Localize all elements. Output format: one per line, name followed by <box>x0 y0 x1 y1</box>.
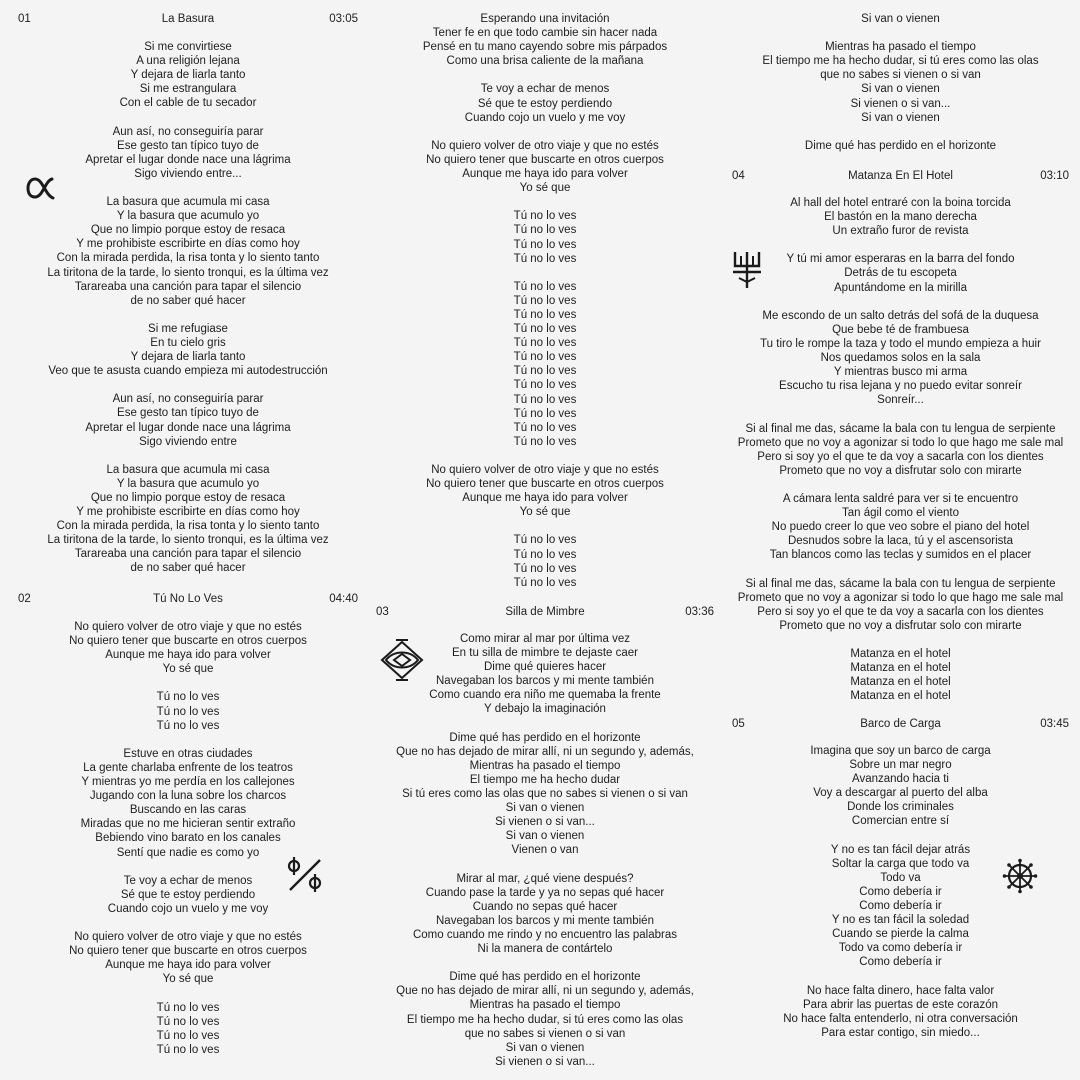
lyric-line: Tú no lo ves <box>156 719 220 732</box>
track-title: Tú No Lo Ves <box>153 593 223 605</box>
lyric-line: Tan blancos como las teclas y sumidos en el placer <box>769 549 1032 562</box>
track-number: 03 <box>376 606 389 618</box>
lyric-line: Si vienen o si van... <box>495 816 595 829</box>
lyric-line: Tú no lo ves <box>513 337 577 350</box>
stanza-gap <box>18 110 358 124</box>
lyric-line: Con la mirada perdida, la risa tonta y lo siento tanto <box>56 252 320 265</box>
lyric-line: Y me prohibiste escribirte en días como hoy <box>76 238 300 251</box>
lyric-line: Prometo que no voy a agonizar si todo lo que hago me sale mal <box>737 591 1064 604</box>
stanza-gap <box>18 986 358 1000</box>
lyric-line: Matanza en el hotel <box>850 690 951 703</box>
lyric-line: No quiero tener que buscarte en otros cuerpos <box>69 635 307 648</box>
lyric-line: Apretar el lugar donde nace una lágrima <box>85 421 291 434</box>
track-number: 05 <box>732 718 745 730</box>
lyrics-silla-de-mimbre-part1 <box>376 632 714 1069</box>
lyric-line: Matanza en el hotel <box>850 662 951 675</box>
lyric-line: Cuando cojo un vuelo y me voy <box>107 902 269 915</box>
lyric-line: La tiritona de la tarde, lo siento tronqui, es la última vez <box>47 534 329 547</box>
lyric-line: Nos quedamos solos en la sala <box>820 352 981 365</box>
lyric-line: Todo va como debería ir <box>838 942 963 955</box>
lyric-line: En tu silla de mimbre te dejaste caer <box>451 647 638 660</box>
lyric-line: Aunque me haya ido para volver <box>105 959 271 972</box>
lyric-line: Sonreír... <box>877 394 924 407</box>
lyric-line: Escucho tu risa lejana y no puedo evitar sonreír <box>779 380 1022 393</box>
stanza-gap <box>376 195 714 209</box>
song-header-02 <box>18 592 358 608</box>
lyric-line: Tu tiro le rompe la taza y todo el mundo empieza a huir <box>760 337 1041 350</box>
lyric-line: Estuve en otras ciudades <box>123 747 253 760</box>
lyric-line: Tener fe en que todo cambie sin hacer nada <box>432 27 658 40</box>
lyric-line: No puedo creer lo que veo sobre el piano del hotel <box>771 521 1030 534</box>
track-duration: 04:40 <box>329 593 358 605</box>
lyrics-matanza-en-el-hotel <box>732 196 1069 703</box>
lyric-line: que no sabes si vienen o si van <box>464 1027 626 1040</box>
lyric-line: Tú no lo ves <box>513 393 577 406</box>
lyric-line: Si van o vienen <box>505 1041 585 1054</box>
trident-rune-glyph-icon <box>729 250 765 290</box>
lyric-line: Ese gesto tan típico tuyo de <box>117 139 259 152</box>
lyric-line: Tú no lo ves <box>156 1001 220 1014</box>
lyric-line: Navegaban los barcos y mi mente también <box>436 675 654 688</box>
lyric-line: Apuntándome en la mirilla <box>834 281 967 294</box>
stanza-gap <box>376 68 714 82</box>
lyric-line: La tiritona de la tarde, lo siento tronqui, es la última vez <box>47 266 329 279</box>
song-header-05 <box>732 717 1069 733</box>
song-header-01 <box>18 12 358 28</box>
lyric-line: El bastón en la mano derecha <box>824 211 977 224</box>
lyric-line: Comercian entre sí <box>851 815 950 828</box>
lyric-line: Cuando cojo un vuelo y me voy <box>464 111 626 124</box>
lyric-line: Soltar la carga que todo va <box>831 857 970 870</box>
lyric-line: Y la basura que acumulo yo <box>116 477 260 490</box>
lyric-line: Tan ágil como el viento <box>842 507 959 520</box>
song-header-03 <box>376 605 714 621</box>
lyric-line: Mientras ha pasado el tiempo <box>469 999 621 1012</box>
lyric-line: Desnudos sobre la laca, tú y el ascensorista <box>787 535 1013 548</box>
lyric-line: No hace falta dinero, hace falta valor <box>806 984 995 997</box>
stanza-gap <box>732 970 1069 984</box>
lyric-line: Que no limpio porque estoy de resaca <box>90 224 286 237</box>
lyric-line: Me escondo de un salto detrás del sofá de la duquesa <box>762 309 1039 322</box>
lyric-line: Imagina que soy un barco de carga <box>810 745 991 757</box>
lyric-line: La basura que acumula mi casa <box>106 463 270 476</box>
lyric-line: Si van o vienen <box>861 111 940 124</box>
stanza-gap <box>18 308 358 322</box>
lyric-line: El tiempo me ha hecho dudar <box>469 773 621 786</box>
lyric-line: No quiero tener que buscarte en otros cuerpos <box>426 478 664 491</box>
lyric-line: Y debajo la imaginación <box>484 703 606 716</box>
lyric-line: Jugando con la luna sobre los charcos <box>89 790 287 803</box>
lyric-line: Que no has dejado de mirar allí, ni un segundo y, además, <box>396 985 694 998</box>
lyric-line: Matanza en el hotel <box>850 648 951 660</box>
alpha-glyph-icon <box>25 172 57 204</box>
lyric-line: Tú no lo ves <box>513 421 577 434</box>
lyric-line: Dime qué has perdido en el horizonte <box>449 731 641 744</box>
lyric-line: En tu cielo gris <box>150 336 226 349</box>
lyric-line: Si vienen o si van... <box>850 97 951 110</box>
lyric-line: Y me prohibiste escribirte en días como hoy <box>76 506 300 519</box>
stanza-gap <box>732 125 1069 139</box>
lyric-line: Avanzando hacia ti <box>852 773 949 786</box>
lyric-line: Prometo que no voy a agonizar si todo lo que hago me sale mal <box>737 436 1064 449</box>
lyric-line: Tú no lo ves <box>513 562 577 575</box>
lyric-line: La basura que acumula mi casa <box>106 196 270 209</box>
lyric-line: Sigo viviendo entre <box>139 435 237 448</box>
track-number: 02 <box>18 593 31 605</box>
lyric-line: Tú no lo ves <box>513 534 577 547</box>
lyric-line: Tú no lo ves <box>156 1043 220 1056</box>
lyric-line: Un extraño furor de revista <box>832 225 969 238</box>
lyric-line: Yo sé que <box>162 663 214 676</box>
lyric-line: Tú no lo ves <box>513 238 577 251</box>
lyric-line: Tú no lo ves <box>156 705 220 718</box>
lyric-line: Prometo que no voy a disfrutar solo con mirarte <box>779 464 1022 477</box>
lyric-line: Yo sé que <box>519 506 571 519</box>
stanza-gap <box>376 858 714 872</box>
lyric-line: Tú no lo ves <box>513 252 577 265</box>
lyric-line: Tú no lo ves <box>156 691 220 704</box>
lyric-line: Y tú mi amor esperaras en la barra del fondo <box>786 253 1015 266</box>
lyric-line: Sigo viviendo entre... <box>134 167 242 180</box>
lyric-line: No quiero tener que buscarte en otros cuerpos <box>426 153 664 166</box>
lyric-line: Y dejara de liarla tanto <box>130 69 246 82</box>
lyric-line: El tiempo me ha hecho dudar, si tú eres como las olas <box>762 55 1039 68</box>
lyric-line: Tú no lo ves <box>513 548 577 561</box>
lyric-line: Mientras ha pasado el tiempo <box>469 759 621 772</box>
lyric-line: Yo sé que <box>519 182 571 195</box>
lyric-line: Tarareaba una canción para tapar el silencio <box>74 548 302 561</box>
stanza-gap <box>18 378 358 392</box>
lyric-line: A una religión lejana <box>136 55 240 68</box>
stanza-gap <box>732 407 1069 421</box>
lyric-line: Ese gesto tan típico tuyo de <box>117 407 259 420</box>
lyric-line: Tú no lo ves <box>513 435 577 448</box>
lyric-line: La gente charlaba enfrente de los teatros <box>83 761 293 774</box>
lyric-line: No hace falta entenderlo, ni otra conversación <box>783 1012 1018 1025</box>
lyric-line: de no saber qué hacer <box>130 294 246 307</box>
lyric-line: Y mientras yo me perdía en los callejones <box>81 776 295 789</box>
stanza-gap <box>18 181 358 195</box>
track-title: Silla de Mimbre <box>505 606 585 618</box>
lyric-line: Vienen o van <box>511 844 579 857</box>
lyric-line: Tú no lo ves <box>513 365 577 378</box>
lyric-line: Bebiendo vino barato en los canales <box>95 832 281 845</box>
lyric-line: Voy a descargar al puerto del alba <box>813 787 988 800</box>
lyric-line: Todo va <box>880 871 921 884</box>
track-title: Barco de Carga <box>860 718 941 730</box>
lyric-line: Dime qué has perdido en el horizonte <box>804 139 997 152</box>
lyric-line: Tú no lo ves <box>513 379 577 392</box>
lyric-line: Detrás de tu escopeta <box>844 267 957 280</box>
lyric-line: Apretar el lugar donde nace una lágrima <box>85 153 291 166</box>
lyric-line: Que no limpio porque estoy de resaca <box>90 492 286 504</box>
track-number: 04 <box>732 170 745 182</box>
lyric-line: Con la mirada perdida, la risa tonta y lo siento tanto <box>56 520 320 533</box>
lyric-line: Y mientras busco mi arma <box>833 366 968 379</box>
track-duration: 03:36 <box>685 606 714 618</box>
lyrics-silla-de-mimbre-part2 <box>732 12 1069 153</box>
stanza-gap <box>376 449 714 463</box>
track-duration: 03:45 <box>1040 718 1069 730</box>
stanza-gap <box>732 295 1069 309</box>
lyric-line: Para abrir las puertas de este corazón <box>803 998 998 1011</box>
lyric-line: Miradas que no me hicieran sentir extraño <box>80 818 296 831</box>
lyric-line: Que no has dejado de mirar allí, ni un segundo y, además, <box>396 745 694 758</box>
lyric-line: Matanza en el hotel <box>850 676 951 689</box>
dharma-wheel-glyph-icon <box>1002 858 1038 894</box>
lyric-line: Tú no lo ves <box>156 1029 220 1042</box>
lyric-line: Si van o vienen <box>505 802 585 815</box>
lyric-line: Ni la manera de contártelo <box>477 943 613 956</box>
track-title: La Basura <box>161 13 215 25</box>
stanza-gap <box>376 519 714 533</box>
lyric-line: Cuando no sepas qué hacer <box>472 900 618 913</box>
lyric-line: Tú no lo ves <box>513 407 577 420</box>
stanza-gap <box>732 478 1069 492</box>
lyric-line: No quiero volver de otro viaje y que no estés <box>431 464 659 476</box>
lyric-line: que no sabes si vienen o si van <box>820 69 981 82</box>
lyric-line: No quiero tener que buscarte en otros cuerpos <box>69 945 307 958</box>
lyric-line: Te voy a echar de menos <box>480 83 610 96</box>
lyric-line: Sé que te estoy perdiendo <box>477 97 613 110</box>
lyric-line: Como una brisa caliente de la mañana <box>446 55 644 68</box>
lyric-line: de no saber qué hacer <box>130 562 246 575</box>
lyric-line: Si al final me das, sácame la bala con tu lengua de serpiente <box>745 577 1056 590</box>
lyric-line: Y no es tan fácil la soledad <box>831 914 970 927</box>
track-number: 01 <box>18 13 31 25</box>
lyric-line: Aunque me haya ido para volver <box>105 649 271 662</box>
stanza-gap <box>376 717 714 731</box>
track-title: Matanza En El Hotel <box>848 170 953 182</box>
stanza-gap <box>18 676 358 690</box>
lyric-line: Con el cable de tu secador <box>119 97 257 110</box>
lyric-line: A cámara lenta saldré para ver si te encuentro <box>782 492 1019 505</box>
lyric-line: Si tú eres como las olas que no sabes si vienen o si van <box>402 788 688 801</box>
stanza-gap <box>732 829 1069 843</box>
lyric-line: Tú no lo ves <box>513 224 577 237</box>
lyric-line: Tú no lo ves <box>513 308 577 321</box>
lyric-line: Aunque me haya ido para volver <box>462 492 628 505</box>
lyric-line: Como cuando era niño me quemaba la frente <box>429 689 661 702</box>
lyric-line: Si van o vienen <box>505 830 585 843</box>
lyric-line: Como mirar al mar por última vez <box>460 633 630 645</box>
lyric-line: Cuando se pierde la calma <box>832 928 969 941</box>
lyric-line: Tú no lo ves <box>513 576 577 589</box>
stanza-gap <box>732 26 1069 40</box>
lyric-line: Pero si soy yo el que te da voy a sacarla con los dientes <box>757 605 1044 618</box>
lyric-line: Si van o vienen <box>861 83 940 96</box>
diamond-eye-glyph-icon <box>380 638 424 682</box>
lyric-line: Navegaban los barcos y mi mente también <box>436 914 654 927</box>
lyrics-tu-no-lo-ves-part2 <box>376 12 714 590</box>
song-header-04 <box>732 169 1069 185</box>
lyric-line: Sé que te estoy perdiendo <box>120 888 256 901</box>
lyric-line: Si al final me das, sácame la bala con tu lengua de serpiente <box>745 422 1056 435</box>
lyric-line: Mientras ha pasado el tiempo <box>825 41 976 54</box>
stanza-gap <box>732 633 1069 647</box>
stanza-gap <box>732 238 1069 252</box>
track-duration: 03:10 <box>1040 170 1069 182</box>
lyric-line: Si van o vienen <box>861 13 940 25</box>
lyric-line: Cuando pase la tarde y ya no sepas qué hacer <box>425 886 665 899</box>
lyric-line: Dime qué quieres hacer <box>483 661 607 674</box>
lyric-line: Y la basura que acumulo yo <box>116 210 260 223</box>
lyric-line: Pero si soy yo el que te da voy a sacarla con los dientes <box>757 450 1044 463</box>
lyric-line: Tú no lo ves <box>513 210 577 223</box>
lyric-line: Como debería ir <box>859 885 942 898</box>
lyric-line: Pensé en tu mano cayendo sobre mis párpados <box>422 41 668 54</box>
lyric-line: Si me convirtiese <box>144 41 232 53</box>
lyric-line: Como debería ir <box>859 956 942 969</box>
lyric-line: No quiero volver de otro viaje y que no estés <box>74 621 302 633</box>
lyric-line: Que bebe té de frambuesa <box>832 323 969 336</box>
lyric-line: Donde los criminales <box>847 801 954 814</box>
lyric-line: Tú no lo ves <box>513 323 577 336</box>
stanza-gap <box>376 266 714 280</box>
lyric-line: Buscando en las caras <box>129 804 247 817</box>
lyrics-tu-no-lo-ves-part1 <box>18 620 358 1057</box>
lyric-line: Esperando una invitación <box>480 13 610 25</box>
lyrics-la-basura <box>18 40 358 576</box>
lyric-line: Al hall del hotel entraré con la boina torcida <box>790 197 1011 209</box>
stanza-gap <box>376 956 714 970</box>
lyric-line: No quiero volver de otro viaje y que no estés <box>431 139 659 152</box>
track-duration: 03:05 <box>329 13 358 25</box>
lyric-line: Para estar contigo, sin miedo... <box>821 1026 980 1039</box>
lyric-line: Tarareaba una canción para tapar el silencio <box>74 280 302 293</box>
lyric-line: Aunque me haya ido para volver <box>462 168 628 181</box>
lyric-line: Veo que te asusta cuando empieza mi autodestrucción <box>48 365 328 378</box>
lyric-line: Como cuando me rindo y no encuentro las palabras <box>412 928 678 941</box>
phi-percent-glyph-icon <box>284 854 326 896</box>
lyric-line: Sentí que nadie es como yo <box>116 846 260 859</box>
stanza-gap <box>732 562 1069 576</box>
lyric-line: Tú no lo ves <box>513 294 577 307</box>
stanza-gap <box>18 449 358 463</box>
lyric-line: Y no es tan fácil dejar atrás <box>830 843 971 856</box>
stanza-gap <box>18 733 358 747</box>
lyric-line: Tú no lo ves <box>513 351 577 364</box>
lyric-line: Mirar al mar, ¿qué viene después? <box>456 872 634 885</box>
lyric-line: Como debería ir <box>859 900 942 913</box>
lyric-line: Si me estrangulara <box>139 83 237 96</box>
lyric-line: Si me refugiase <box>148 322 228 335</box>
lyric-line: Y dejara de liarla tanto <box>130 351 246 364</box>
lyric-line: Tú no lo ves <box>513 280 577 293</box>
lyric-line: Tú no lo ves <box>156 1015 220 1028</box>
stanza-gap <box>376 125 714 139</box>
lyric-line: Prometo que no voy a disfrutar solo con mirarte <box>779 619 1022 632</box>
lyric-line: Yo sé que <box>162 973 214 986</box>
lyric-line: Sobre un mar negro <box>849 759 952 772</box>
lyric-line: Aun así, no conseguiría parar <box>112 125 264 138</box>
lyric-line: Dime qué has perdido en el horizonte <box>449 971 641 984</box>
lyric-line: Te voy a echar de menos <box>123 874 253 887</box>
lyric-line: Aun así, no conseguiría parar <box>112 393 264 406</box>
lyric-line: El tiempo me ha hecho dudar, si tú eres como las olas <box>406 1013 684 1026</box>
lyric-line: No quiero volver de otro viaje y que no estés <box>74 931 302 944</box>
stanza-gap <box>18 916 358 930</box>
lyric-line: Si vienen o si van... <box>495 1055 595 1068</box>
